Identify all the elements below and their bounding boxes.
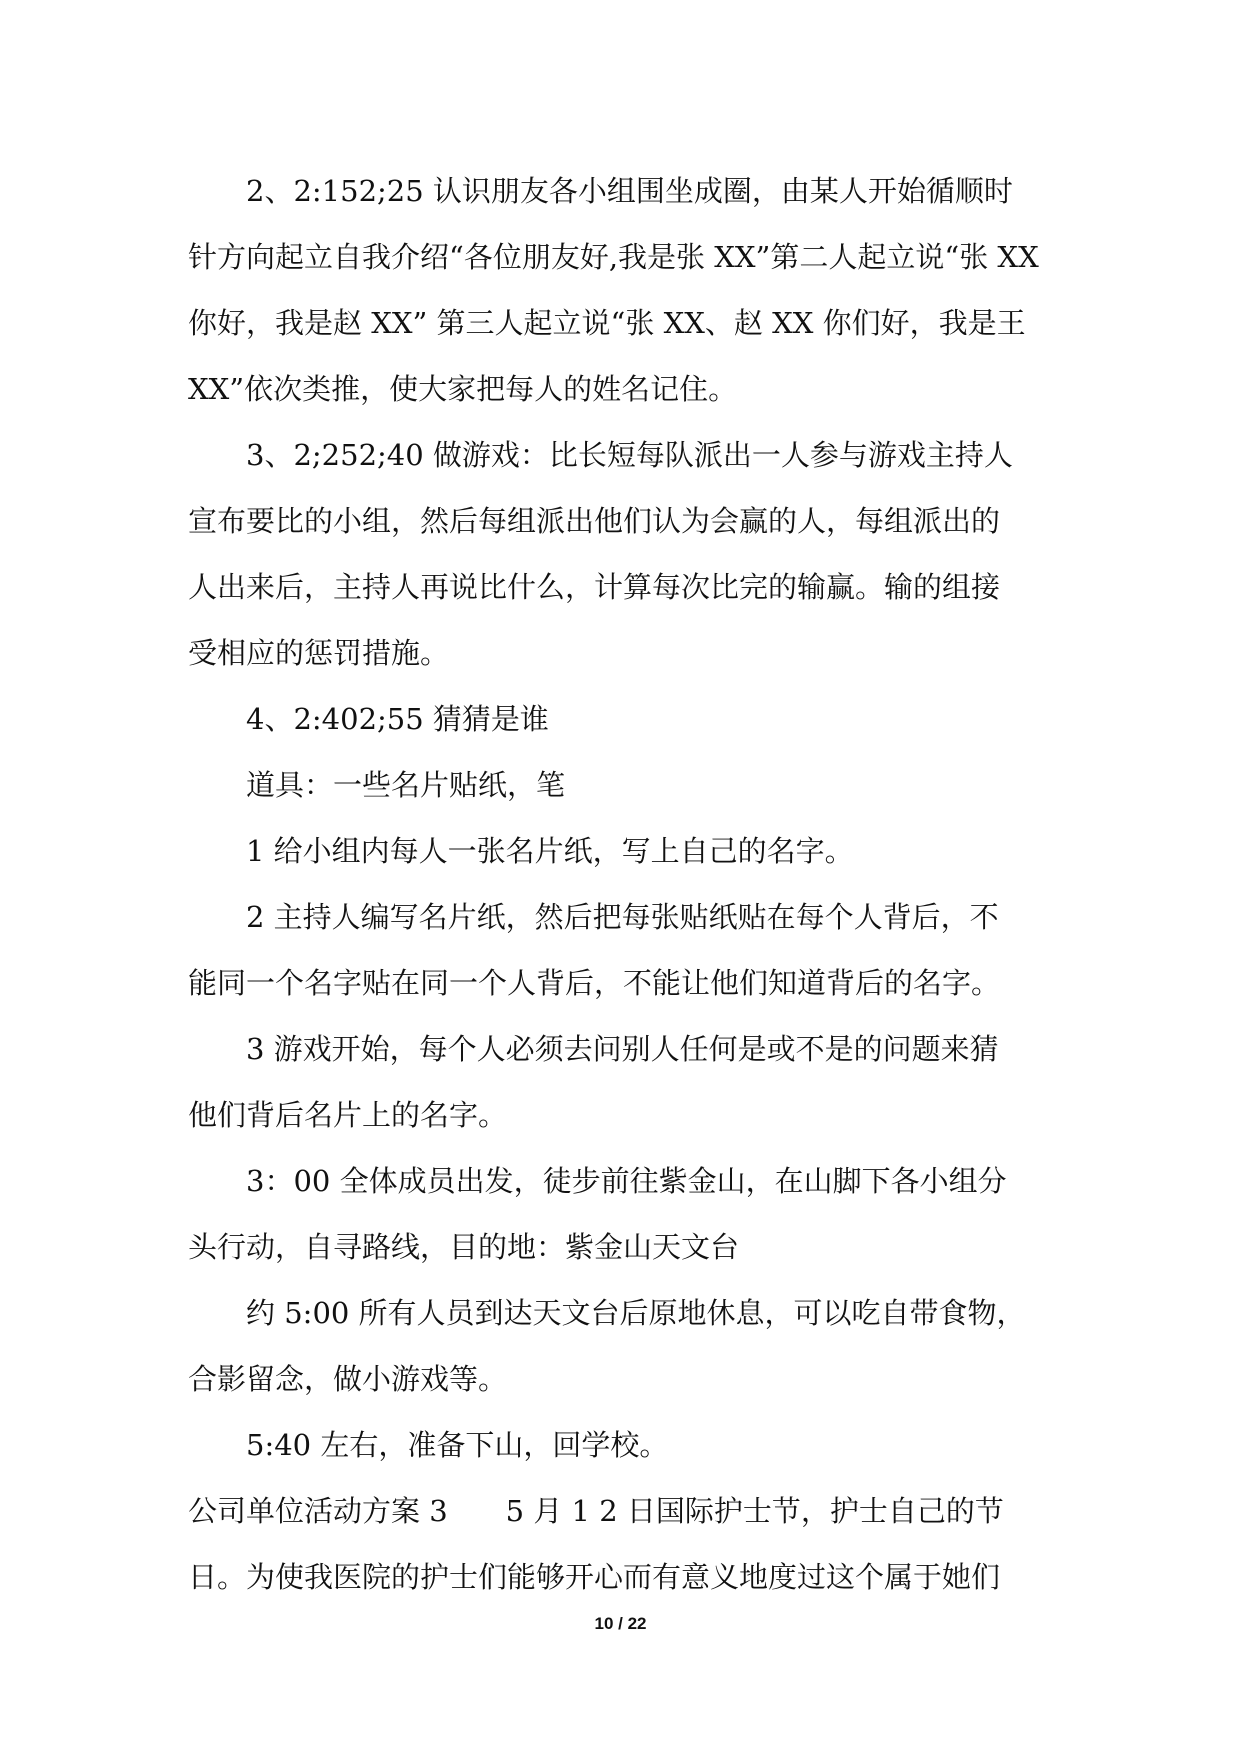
text-line: 针方向起立自我介绍“各位朋友好,我是张 XX”第二人起立说“张 XX: [188, 240, 1039, 274]
text-line: 日。为使我医院的护士们能够开心而有意义地度过这个属于她们: [188, 1560, 1001, 1594]
text-line: 3 游戏开始，每个人必须去问别人任何是或不是的问题来猜: [246, 1032, 999, 1066]
paragraph: [188, 1412, 1060, 1478]
text-line: 3、2;252;40 做游戏：比长短每队派出一人参与游戏主持人: [246, 438, 1013, 472]
paragraph: [188, 686, 1060, 752]
paragraph: [188, 1016, 1060, 1148]
paragraph: [188, 818, 1060, 884]
paragraph: [188, 158, 1060, 422]
text-line: 合影留念，做小游戏等。: [188, 1362, 508, 1396]
text-line: 2 主持人编写名片纸，然后把每张贴纸贴在每个人背后，不: [246, 900, 999, 934]
paragraph: [188, 752, 1060, 818]
text-line: 公司单位活动方案 3 5 月 1 2 日国际护士节，护士自己的节: [188, 1494, 1004, 1528]
text-line: 4、2:402;55 猜猜是谁: [246, 702, 549, 736]
paragraph: [188, 422, 1060, 686]
text-line: 5:40 左右，准备下山，回学校。: [246, 1428, 669, 1462]
text-line: 能同一个名字贴在同一个人背后，不能让他们知道背后的名字。: [188, 966, 1001, 1000]
text-line: 约 5:00 所有人员到达天文台后原地休息，可以吃自带食物，: [246, 1296, 1026, 1330]
paragraph: [188, 1148, 1060, 1280]
text-line: 2、2:152;25 认识朋友各小组围坐成圈，由某人开始循顺时: [246, 174, 1013, 208]
document-body: [188, 158, 1060, 1610]
text-line: 他们背后名片上的名字。: [188, 1098, 508, 1132]
paragraph: [188, 884, 1060, 1016]
text-line: 3：00 全体成员出发，徒步前往紫金山，在山脚下各小组分: [246, 1164, 1007, 1198]
paragraph: [188, 1280, 1060, 1412]
page-number: 10 / 22: [594, 1614, 647, 1633]
text-line: 人出来后，主持人再说比什么，计算每次比完的输赢。输的组接: [188, 570, 1001, 604]
text-line: 你好，我是赵 XX” 第三人起立说“张 XX、赵 XX 你们好，我是王: [188, 306, 1026, 340]
text-line: XX”依次类推，使大家把每人的姓名记住。: [188, 372, 738, 406]
text-line: 头行动，自寻路线，目的地：紫金山天文台: [188, 1230, 740, 1264]
text-line: 道具：一些名片贴纸，笔: [246, 768, 566, 802]
paragraph: [188, 1478, 1060, 1610]
text-line: 宣布要比的小组，然后每组派出他们认为会赢的人，每组派出的: [188, 504, 1001, 538]
text-line: 1 给小组内每人一张名片纸，写上自己的名字。: [246, 834, 854, 868]
text-line: 受相应的惩罚措施。: [188, 636, 450, 670]
